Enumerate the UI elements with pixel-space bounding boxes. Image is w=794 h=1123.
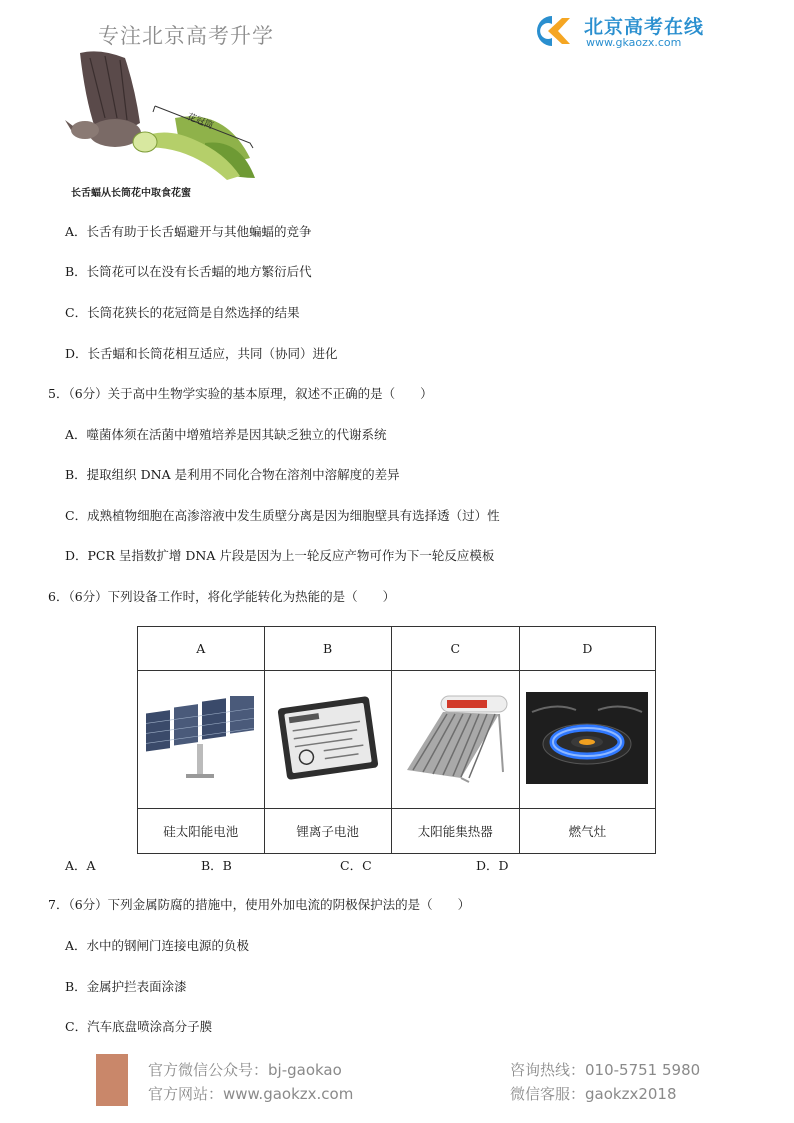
q4-option-d: D．长舌蝠和长筒花相互适应，共同（协同）进化 [65, 346, 338, 361]
device-name-a: 硅太阳能电池 [138, 809, 265, 854]
device-name-d: 燃气灶 [519, 809, 655, 854]
table-header-a: A [138, 627, 265, 671]
q6-device-table [137, 626, 656, 854]
q6-option-a: A．A [65, 858, 96, 873]
footer-hotline: 咨询热线：010-5751 5980 [510, 1061, 701, 1079]
q4-option-c: C．长筒花狭长的花冠筒是自然选择的结果 [65, 305, 300, 320]
solar-panel-cell [138, 671, 265, 809]
q5-option-a: A．噬菌体须在活菌中增殖培养是因其缺乏独立的代谢系统 [65, 427, 387, 442]
q4-option-a: A．长舌有助于长舌蝠避开与其他蝙蝠的竞争 [65, 224, 312, 239]
bat-flower-illustration [55, 48, 260, 183]
q5-stem: 5．（6分）关于高中生物学实验的基本原理，叙述不正确的是（ ） [48, 386, 433, 401]
q6-option-b: B．B [201, 858, 232, 873]
brand-logo [522, 10, 712, 52]
footer-website: 官方网站：www.gaokzx.com [148, 1085, 354, 1103]
gas-stove-icon [526, 692, 648, 784]
q6-stem: 6．（6分）下列设备工作时，将化学能转化为热能的是（ ） [48, 589, 396, 604]
lithium-battery-cell [264, 671, 391, 809]
q7-stem: 7．（6分）下列金属防腐的措施中，使用外加电流的阴极保护法的是（ ） [48, 897, 471, 912]
q7-option-b: B．金属护拦表面涂漆 [65, 979, 187, 994]
footer-service: 微信客服：gaokzx2018 [510, 1085, 677, 1103]
footer-wechat: 官方微信公众号：bj-gaokao [148, 1061, 342, 1079]
q4-option-b: B．长筒花可以在没有长舌蝠的地方繁衍后代 [65, 264, 312, 279]
logo-title: 北京高考在线 [584, 16, 705, 38]
figure-caption: 长舌蝠从长筒花中取食花蜜 [71, 188, 191, 199]
bat-flower-figure [55, 48, 260, 200]
q5-option-b: B．提取组织 DNA 是利用不同化合物在溶剂中溶解度的差异 [65, 467, 400, 482]
header-slogan: 专注北京高考升学 [98, 24, 274, 48]
gk-logo-icon [522, 12, 578, 50]
table-header-d: D [519, 627, 655, 671]
solar-panel-icon [142, 696, 260, 780]
device-name-c: 太阳能集热器 [391, 809, 519, 854]
q7-option-c: C．汽车底盘喷涂高分子膜 [65, 1019, 213, 1034]
q5-option-d: D．PCR 呈指数扩增 DNA 片段是因为上一轮反应产物可作为下一轮反应模板 [65, 548, 495, 563]
q6-option-d: D．D [476, 858, 509, 873]
gas-stove-cell [519, 671, 655, 809]
table-header-b: B [264, 627, 391, 671]
solar-water-heater-cell [391, 671, 519, 809]
table-header-c: C [391, 627, 519, 671]
logo-url: www.gkaozx.com [586, 36, 682, 49]
lithium-battery-icon [272, 694, 384, 782]
q6-option-c: C．C [340, 858, 372, 873]
footer-accent-bar [96, 1054, 128, 1106]
q7-option-a: A．水中的钢闸门连接电源的负极 [65, 938, 250, 953]
q5-option-c: C．成熟植物细胞在高渗溶液中发生质壁分离是因为细胞壁具有选择透（过）性 [65, 508, 500, 523]
device-name-b: 锂离子电池 [264, 809, 391, 854]
solar-water-heater-icon [399, 692, 511, 784]
tube-label: 花冠筒 [185, 112, 215, 132]
